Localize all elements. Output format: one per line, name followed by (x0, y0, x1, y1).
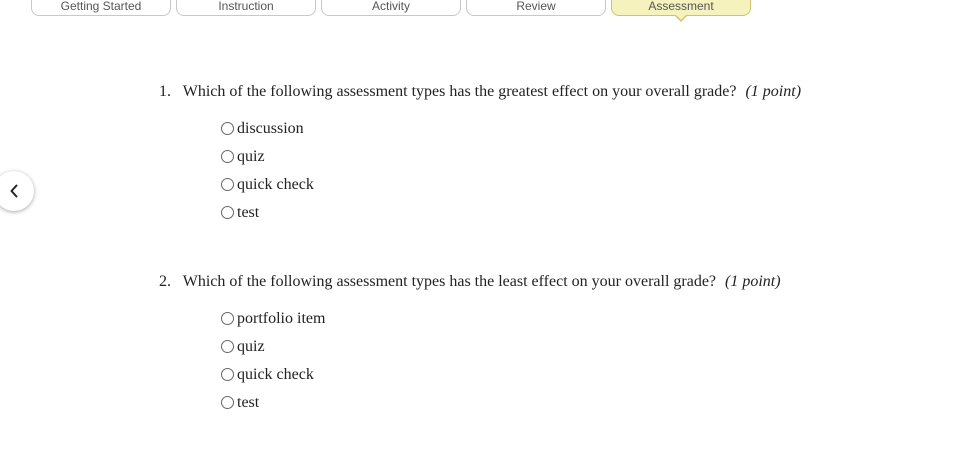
radio-button[interactable] (221, 312, 234, 325)
answer-option[interactable] (221, 365, 325, 393)
question-1 (159, 82, 859, 221)
radio-button[interactable] (221, 340, 234, 353)
question-points: (1 point) (745, 83, 802, 100)
answer-label[interactable]: quiz (237, 338, 265, 355)
answer-label[interactable]: discussion (237, 120, 304, 137)
question-prompt (159, 272, 859, 292)
answer-label[interactable]: test (237, 394, 260, 411)
question-text: Which of the following assessment types has the greatest effect on your overall grade? (182, 83, 737, 100)
tab-assessment-label: Assessment (648, 0, 714, 13)
question-2 (159, 272, 859, 411)
answer-options (221, 309, 325, 421)
answer-option[interactable] (221, 309, 325, 337)
radio-button[interactable] (221, 206, 234, 219)
radio-button[interactable] (221, 396, 234, 409)
question-points: (1 point) (725, 273, 781, 290)
answer-label[interactable]: quick check (237, 176, 314, 193)
answer-options (221, 119, 314, 231)
question-prompt (159, 82, 859, 102)
answer-label[interactable]: test (237, 204, 260, 221)
answer-label[interactable]: portfolio item (237, 310, 326, 327)
radio-button[interactable] (221, 122, 234, 135)
radio-button[interactable] (221, 150, 234, 163)
radio-button[interactable] (221, 368, 234, 381)
tab-activity[interactable]: Activity (321, 0, 461, 16)
answer-option[interactable] (221, 203, 314, 231)
previous-button[interactable] (0, 171, 34, 211)
answer-option[interactable] (221, 147, 314, 175)
question-number: 1. (159, 83, 171, 100)
tab-review[interactable]: Review (466, 0, 606, 16)
answer-label[interactable]: quick check (237, 366, 314, 383)
answer-option[interactable] (221, 119, 314, 147)
answer-option[interactable] (221, 337, 325, 365)
radio-button[interactable] (221, 178, 234, 191)
active-tab-pointer (675, 16, 687, 22)
answer-label[interactable]: quiz (237, 148, 265, 165)
tab-assessment[interactable] (611, 0, 751, 16)
tab-getting-started[interactable]: Getting Started (31, 0, 171, 16)
question-text: Which of the following assessment types has the least effect on your overall grade? (182, 273, 717, 290)
answer-option[interactable] (221, 175, 314, 203)
question-number: 2. (159, 273, 171, 290)
tab-instruction[interactable]: Instruction (176, 0, 316, 16)
answer-option[interactable] (221, 393, 325, 421)
chevron-left-icon (9, 184, 19, 198)
